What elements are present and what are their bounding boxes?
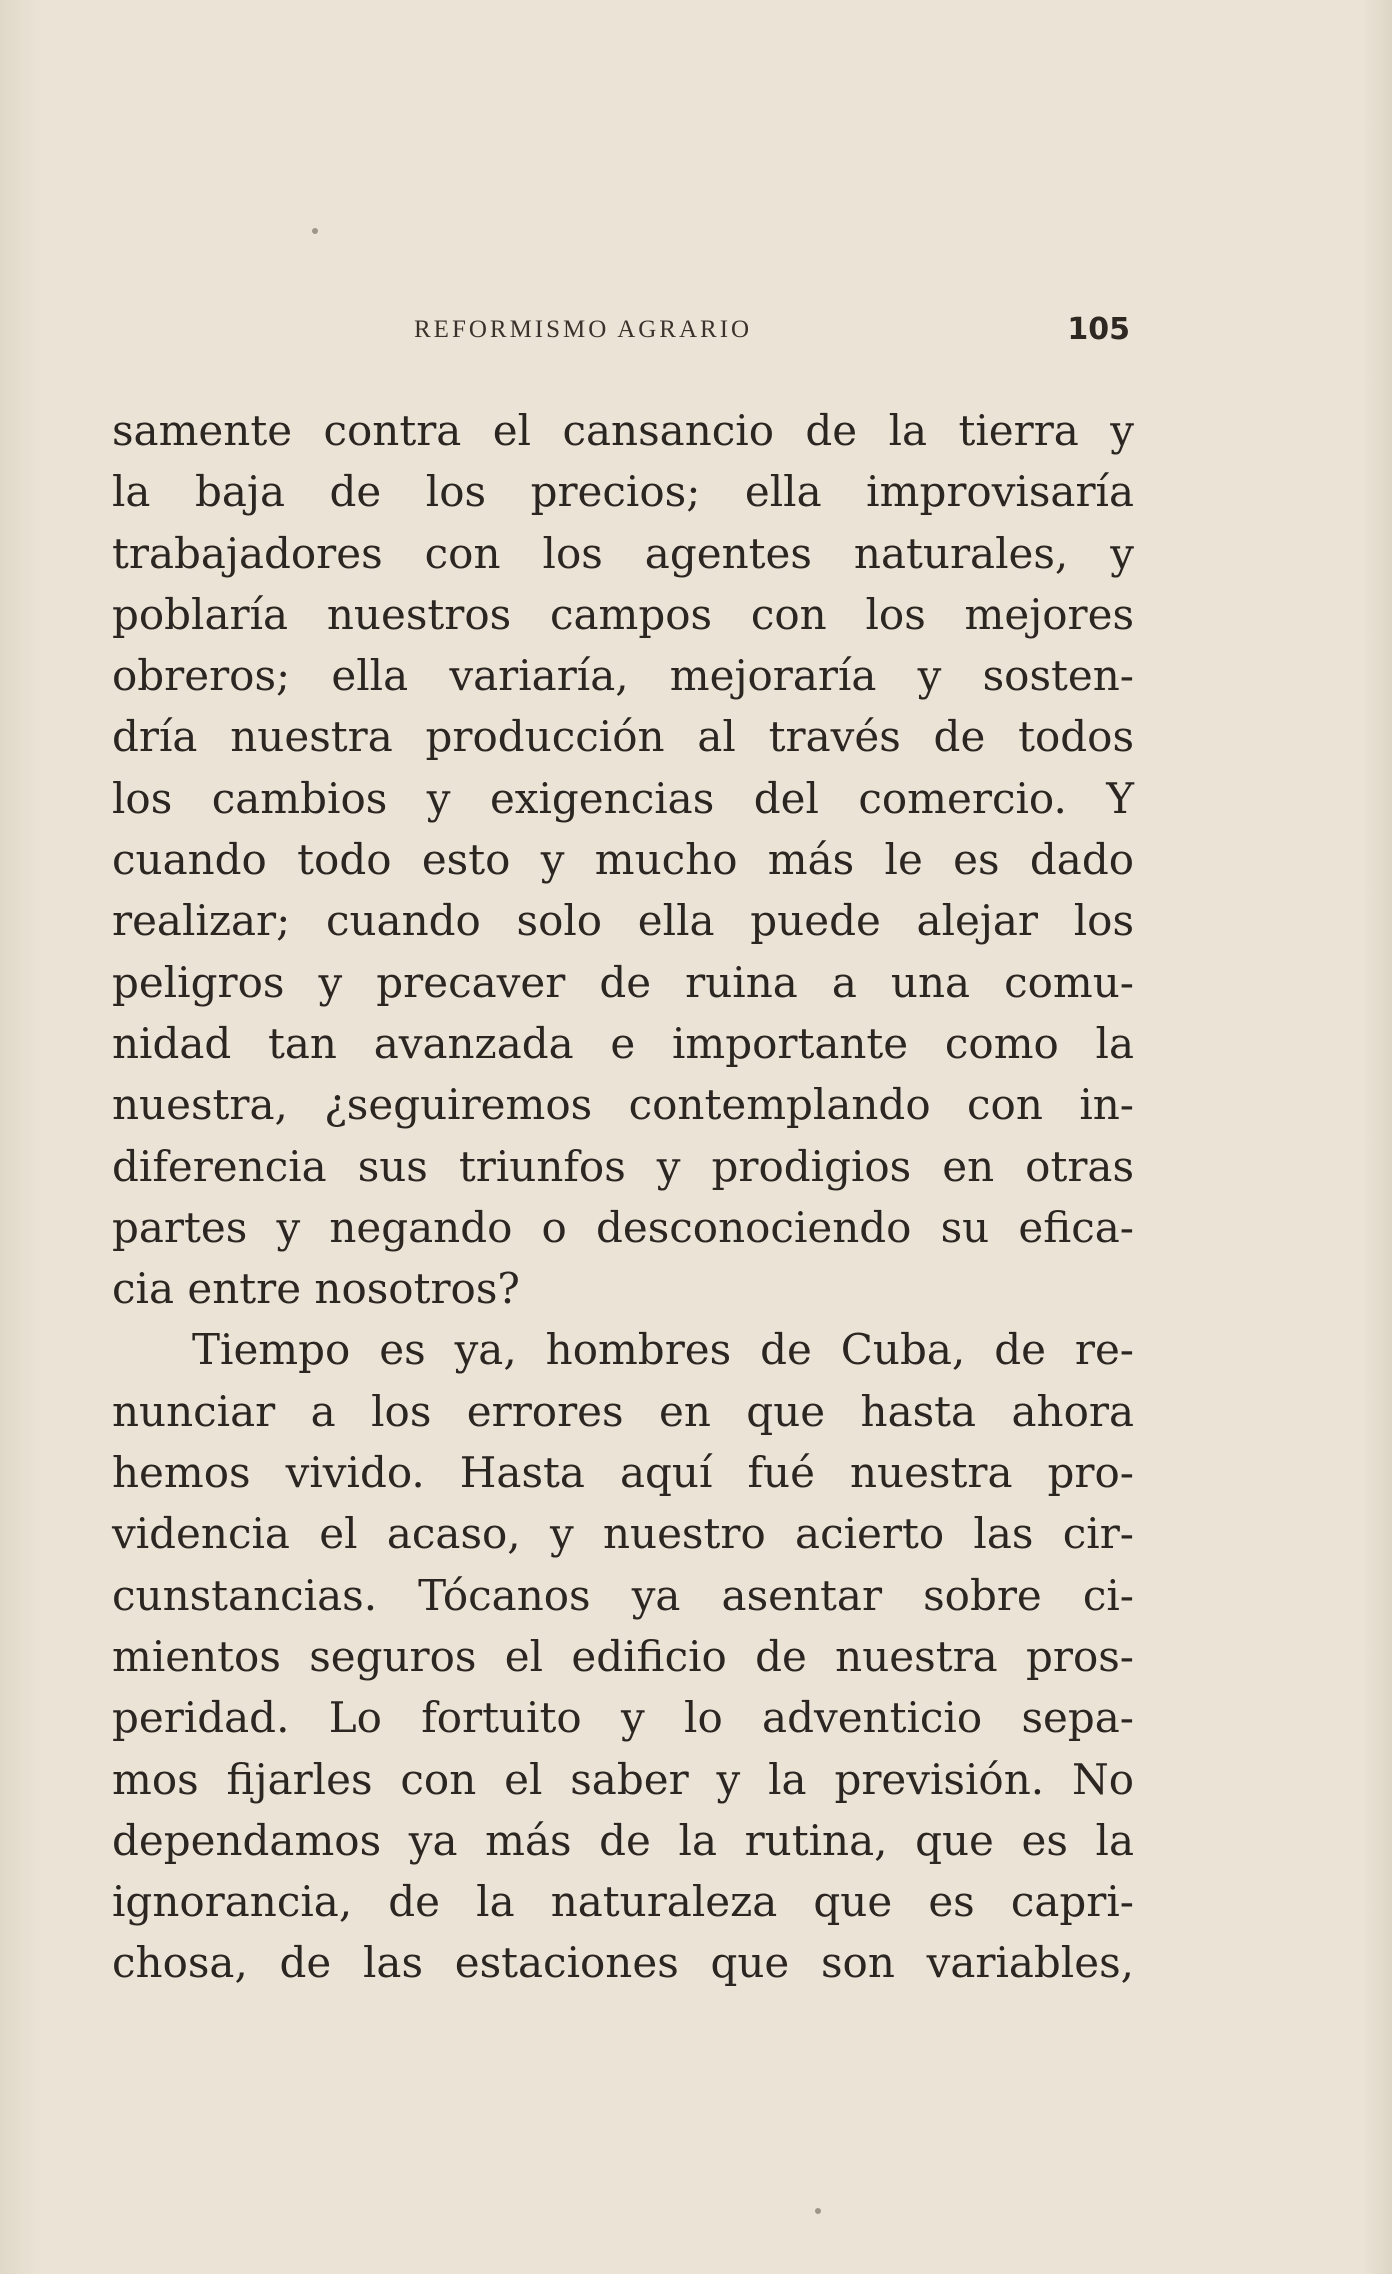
text-line-paragraph-end: cia entre nosotros? [112, 1264, 520, 1314]
text-line: peridad. Lo fortuito y lo adventicio sepa- [112, 1693, 1134, 1743]
text-line: obreros; ella variaría, mejoraría y sosten- [112, 651, 1134, 701]
paper-speck [815, 2208, 821, 2214]
text-line: chosa, de las estaciones que son variables, [112, 1938, 1134, 1988]
text-line: mientos seguros el edificio de nuestra pros- [112, 1631, 1134, 1681]
paper-speck [312, 228, 318, 234]
text-line: cunstancias. Tócanos ya asentar sobre ci- [112, 1570, 1134, 1620]
text-line: mos fijarles con el saber y la previsión. No [112, 1754, 1134, 1804]
text-line: poblaría nuestros campos con los mejores [112, 589, 1134, 639]
text-line: hemos vivido. Hasta aquí fué nuestra pro- [112, 1448, 1134, 1498]
text-line: videncia el acaso, y nuestro acierto las cir- [112, 1509, 1134, 1559]
text-line: realizar; cuando solo ella puede alejar los [112, 896, 1134, 946]
page-number: 105 [1067, 312, 1130, 347]
text-line: los cambios y exigencias del comercio. Y [112, 773, 1134, 823]
text-line: trabajadores con los agentes naturales, y [112, 528, 1134, 578]
running-header [414, 312, 1130, 352]
running-title: REFORMISMO AGRARIO [414, 316, 753, 343]
text-line: cuando todo esto y mucho más le es dado [112, 835, 1134, 885]
text-line: la baja de los precios; ella improvisaría [112, 467, 1134, 517]
text-line: diferencia sus triunfos y prodigios en otras [112, 1141, 1134, 1191]
text-line-paragraph-start: Tiempo es ya, hombres de Cuba, de re- [192, 1325, 1134, 1375]
text-line: samente contra el cansancio de la tierra y [112, 406, 1134, 455]
text-line: dependamos ya más de la rutina, que es la [112, 1815, 1134, 1865]
body-text [112, 400, 1134, 1994]
text-line: peligros y precaver de ruina a una comu- [112, 957, 1134, 1007]
text-line: ignorancia, de la naturaleza que es capri- [112, 1877, 1134, 1927]
text-line: partes y negando o desconociendo su efica- [112, 1202, 1134, 1252]
text-line: nidad tan avanzada e importante como la [112, 1018, 1134, 1068]
text-line: nuestra, ¿seguiremos contemplando con in- [112, 1080, 1134, 1130]
text-line: dría nuestra producción al través de todos [112, 712, 1134, 762]
text-line: nunciar a los errores en que hasta ahora [112, 1386, 1134, 1436]
